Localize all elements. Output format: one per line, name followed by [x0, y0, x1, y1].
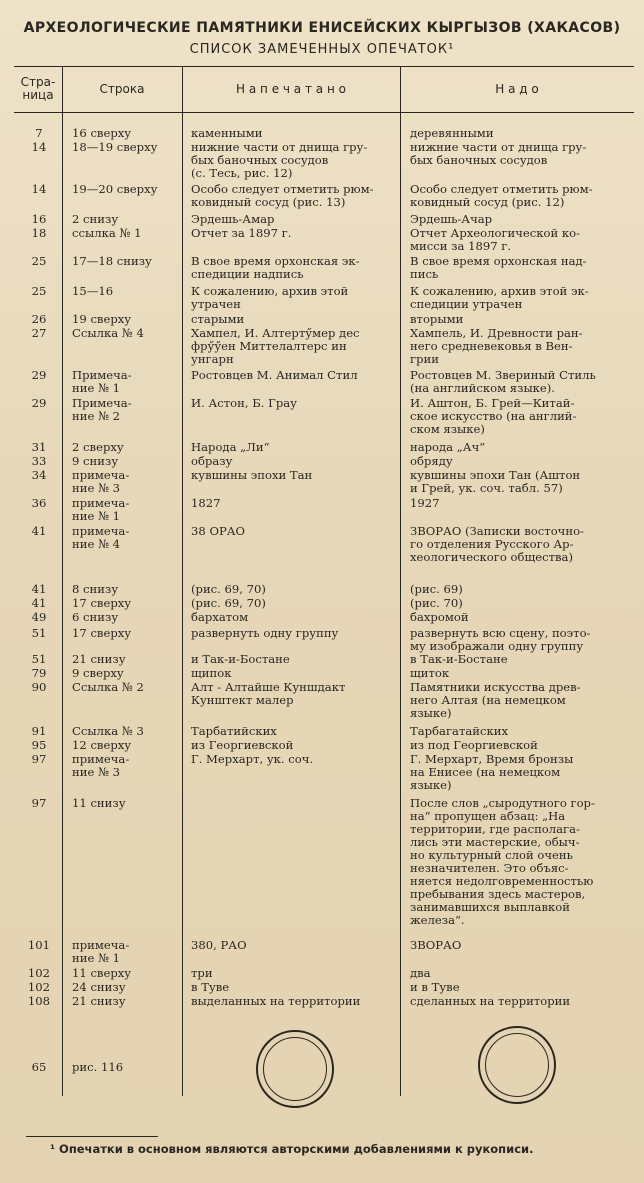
- cell-line: примеча- ние № 3: [72, 468, 130, 495]
- cell-page: 33: [31, 454, 47, 468]
- cell-page: 49: [31, 610, 47, 624]
- table-top-rule: [14, 66, 634, 67]
- cell-line: примеча- ние № 3: [72, 752, 130, 779]
- cell-printed: из Георгиевской: [191, 738, 294, 752]
- cell-should: и в Туве: [410, 980, 460, 994]
- cell-page: 65: [31, 1060, 47, 1074]
- cell-line: Примеча- ние № 2: [72, 396, 132, 423]
- cell-printed: щипок: [191, 666, 232, 680]
- cell-page: 25: [31, 284, 47, 298]
- cell-line: 19—20 сверху: [72, 182, 158, 196]
- cell-line: рис. 116: [72, 1060, 124, 1074]
- cell-line: 21 снизу: [72, 994, 126, 1008]
- cell-line: примеча- ние № 4: [72, 524, 130, 551]
- cell-page: 41: [31, 582, 47, 596]
- cell-line: примеча- ние № 1: [72, 496, 130, 523]
- cell-printed: Эрдешь-Амар: [191, 212, 275, 226]
- header-line: Строка: [99, 82, 145, 96]
- cell-line: 11 сверху: [72, 966, 132, 980]
- cell-printed: В свое время орхонская эк- спедиции надпись: [191, 254, 360, 281]
- page-subtitle: СПИСОК ЗАМЕЧЕННЫХ ОПЕЧАТОК¹: [189, 42, 455, 57]
- cell-printed: 380, РАО: [191, 938, 247, 952]
- cell-should: два: [410, 966, 431, 980]
- cell-printed: три: [191, 966, 213, 980]
- stamp-seal-left: [256, 1030, 334, 1108]
- cell-printed: И. Астон, Б. Грау: [191, 396, 297, 410]
- cell-page: 29: [31, 396, 47, 410]
- cell-line: 17—18 снизу: [72, 254, 152, 268]
- cell-should: (рис. 69): [410, 582, 463, 596]
- cell-printed: Г. Мерхарт, ук. соч.: [191, 752, 314, 766]
- cell-page: 7: [35, 126, 43, 140]
- cell-line: 6 снизу: [72, 610, 119, 624]
- column-divider-3: [400, 66, 401, 1096]
- cell-page: 102: [27, 966, 51, 980]
- cell-should: Эрдешь-Ачар: [410, 212, 493, 226]
- cell-should: Памятники искусства древ- него Алтая (на немецком языке): [410, 680, 581, 720]
- cell-should: Особо следует отметить рюм- ковидный сосуд (рис. 12): [410, 182, 593, 209]
- page-title: АРХЕОЛОГИЧЕСКИЕ ПАМЯТНИКИ ЕНИСЕЙСКИХ КЫРГЫЗОВ (ХАКАСОВ): [23, 20, 621, 36]
- header-printed: Н а п е ч а т а н о: [236, 82, 346, 96]
- cell-should: из под Георгиевской: [410, 738, 538, 752]
- cell-should: Хампель, И. Древности ран- него средневековья в Вен- грии: [410, 326, 583, 366]
- cell-printed: развернуть одну группу: [191, 626, 339, 640]
- cell-line: ссылка № 1: [72, 226, 142, 240]
- header-should: Н а д о: [495, 82, 539, 96]
- footnote: ¹ Опечатки в основном являются авторскими добавлениями к рукописи.: [50, 1142, 534, 1156]
- stamp-seal-right: [478, 1026, 556, 1104]
- cell-page: 102: [27, 980, 51, 994]
- cell-printed: Особо следует отметить рюм- ковидный сосуд (рис. 13): [191, 182, 374, 209]
- cell-line: 2 снизу: [72, 212, 119, 226]
- cell-should: вторыми: [410, 312, 464, 326]
- cell-should: Отчет Археологической ко- мисси за 1897 г.: [410, 226, 581, 253]
- cell-line: 9 снизу: [72, 454, 119, 468]
- cell-line: 17 сверху: [72, 596, 132, 610]
- cell-page: 97: [31, 796, 47, 810]
- cell-should: К сожалению, архив этой эк- спедиции утрачен: [410, 284, 589, 311]
- cell-printed: Ростовцев М. Анимал Стил: [191, 368, 358, 382]
- cell-page: 91: [31, 724, 47, 738]
- cell-page: 51: [31, 652, 47, 666]
- cell-line: 21 снизу: [72, 652, 126, 666]
- cell-should: в Так-и-Бостане: [410, 652, 508, 666]
- cell-line: 2 сверху: [72, 440, 124, 454]
- table-header-rule: [14, 112, 634, 113]
- cell-should: деревянными: [410, 126, 494, 140]
- cell-printed: Тарбатийских: [191, 724, 277, 738]
- cell-printed: кувшины эпохи Тан: [191, 468, 313, 482]
- column-divider-1: [62, 66, 63, 1096]
- cell-page: 51: [31, 626, 47, 640]
- cell-page: 79: [31, 666, 47, 680]
- column-divider-2: [182, 66, 183, 1096]
- cell-printed: старыми: [191, 312, 245, 326]
- cell-line: 17 сверху: [72, 626, 132, 640]
- cell-line: 15—16: [72, 284, 114, 298]
- cell-printed: 1827: [191, 496, 221, 510]
- cell-page: 108: [27, 994, 51, 1008]
- cell-page: 25: [31, 254, 47, 268]
- cell-printed: Отчет за 1897 г.: [191, 226, 292, 240]
- cell-printed: каменными: [191, 126, 263, 140]
- cell-printed: 38 ОРАО: [191, 524, 246, 538]
- cell-page: 27: [31, 326, 47, 340]
- cell-should: Ростовцев М. Звериный Стиль (на английском языке).: [410, 368, 596, 395]
- cell-should: обряду: [410, 454, 453, 468]
- cell-printed: Алт - Алтайше Куншдакт Кунштект малер: [191, 680, 346, 707]
- cell-should: ЗВОРАО (Записки восточно- го отделения Русского Ар- хеологического общества): [410, 524, 584, 564]
- cell-should: бахромой: [410, 610, 469, 624]
- cell-printed: в Туве: [191, 980, 230, 994]
- cell-page: 14: [31, 140, 47, 154]
- cell-should: После слов „сыродутного гор- на“ пропущен абзац: „На территории, где располага- лись эти мастерские, обыч- но культурный слой очень незначителен. Это объяс- няется недолговременностью пребывания здесь мастеров, занимавшихся выплавкой железа“.: [410, 796, 595, 927]
- cell-page: 41: [31, 596, 47, 610]
- cell-line: Ссылка № 3: [72, 724, 144, 738]
- cell-line: Примеча- ние № 1: [72, 368, 132, 395]
- cell-printed: образу: [191, 454, 233, 468]
- cell-printed: К сожалению, архив этой утрачен: [191, 284, 349, 311]
- cell-printed: нижние части от днища гру- бых баночных сосудов (с. Тесь, рис. 12): [191, 140, 368, 180]
- cell-should: нижние части от днища гру- бых баночных сосудов: [410, 140, 587, 167]
- cell-page: 34: [31, 468, 47, 482]
- cell-page: 97: [31, 752, 47, 766]
- cell-line: 24 снизу: [72, 980, 126, 994]
- cell-should: развернуть всю сцену, поэто- му изображали одну группу: [410, 626, 591, 653]
- cell-page: 26: [31, 312, 47, 326]
- cell-printed: (рис. 69, 70): [191, 582, 266, 596]
- cell-page: 95: [31, 738, 47, 752]
- cell-page: 31: [31, 440, 47, 454]
- cell-should: (рис. 70): [410, 596, 463, 610]
- cell-page: 101: [27, 938, 51, 952]
- cell-line: Ссылка № 4: [72, 326, 144, 340]
- cell-line: 19 сверху: [72, 312, 132, 326]
- cell-should: щиток: [410, 666, 450, 680]
- cell-should: 1927: [410, 496, 440, 510]
- cell-should: ЗВОРАО: [410, 938, 462, 952]
- cell-should: В свое время орхонская над- пись: [410, 254, 587, 281]
- cell-printed: (рис. 69, 70): [191, 596, 266, 610]
- cell-should: Г. Мерхарт, Время бронзы на Енисее (на немецком языке): [410, 752, 574, 792]
- header-page: Стра- ница: [20, 75, 56, 102]
- cell-should: кувшины эпохи Тан (Аштон и Грей, ук. соч. табл. 57): [410, 468, 581, 495]
- cell-page: 41: [31, 524, 47, 538]
- cell-line: 16 сверху: [72, 126, 132, 140]
- cell-page: 18: [31, 226, 47, 240]
- cell-printed: Народа „Ли“: [191, 440, 270, 454]
- cell-line: 18—19 сверху: [72, 140, 158, 154]
- cell-page: 90: [31, 680, 47, 694]
- cell-line: 12 сверху: [72, 738, 132, 752]
- cell-line: 8 снизу: [72, 582, 119, 596]
- footnote-rule: [26, 1136, 158, 1137]
- cell-page: 36: [31, 496, 47, 510]
- cell-should: И. Аштон, Б. Грей—Китай- ское искусство (на англий- ском языке): [410, 396, 577, 436]
- cell-printed: и Так-и-Бостане: [191, 652, 290, 666]
- cell-printed: бархатом: [191, 610, 249, 624]
- cell-line: примеча- ние № 1: [72, 938, 130, 965]
- cell-printed: выделанных на территории: [191, 994, 361, 1008]
- cell-should: сделанных на территории: [410, 994, 571, 1008]
- cell-printed: Хампел, И. Алтертӳмер дес фрӳӳен Миттелалтерс ин унгарн: [191, 326, 360, 366]
- cell-should: Тарбагатайских: [410, 724, 509, 738]
- cell-line: 11 снизу: [72, 796, 126, 810]
- cell-line: 9 сверху: [72, 666, 124, 680]
- cell-page: 29: [31, 368, 47, 382]
- cell-page: 14: [31, 182, 47, 196]
- cell-should: народа „Ач“: [410, 440, 486, 454]
- cell-page: 16: [31, 212, 47, 226]
- cell-line: Ссылка № 2: [72, 680, 144, 694]
